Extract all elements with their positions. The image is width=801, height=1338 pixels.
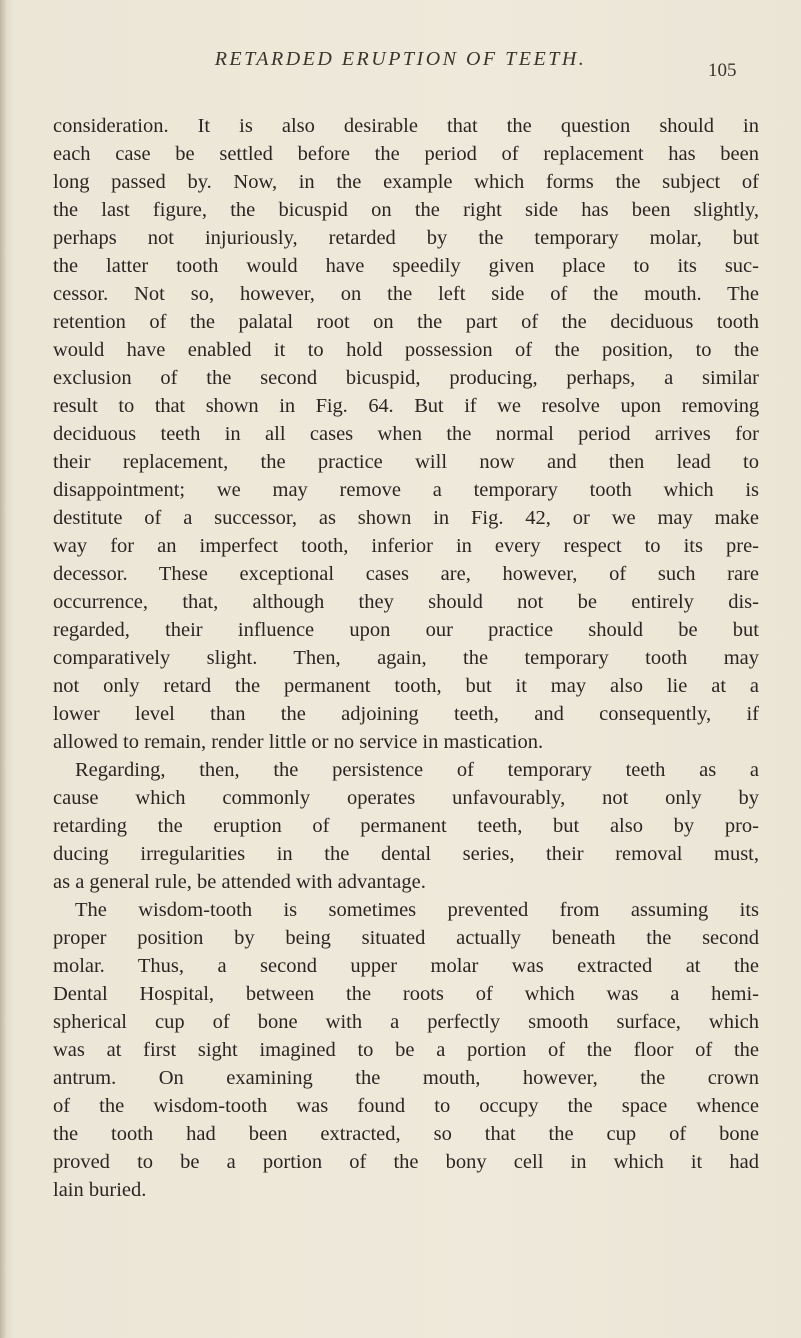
running-head: RETARDED ERUPTION OF TEETH.	[214, 48, 587, 70]
text-line: would have enabled it to hold possession of the position, to the	[53, 339, 759, 361]
text-line: consideration. It is also desirable that the question should in	[53, 115, 759, 137]
text-line: the latter tooth would have speedily given place to its suc-	[53, 255, 759, 277]
text-line: cause which commonly operates unfavourably, not only by	[53, 787, 759, 809]
text-line: retarding the eruption of permanent teeth, but also by pro-	[53, 815, 759, 837]
body-text	[53, 112, 759, 1204]
text-line: comparatively slight. Then, again, the temporary tooth may	[53, 647, 759, 669]
text-line: as a general rule, be attended with advantage.	[53, 871, 426, 893]
text-line: exclusion of the second bicuspid, producing, perhaps, a similar	[53, 367, 759, 389]
text-line: retention of the palatal root on the part of the deciduous tooth	[53, 311, 759, 333]
text-line: occurrence, that, although they should not be entirely dis-	[53, 591, 759, 613]
text-line: lain buried.	[53, 1179, 147, 1201]
text-line: antrum. On examining the mouth, however, the crown	[53, 1067, 759, 1089]
text-line: the tooth had been extracted, so that the cup of bone	[53, 1123, 759, 1145]
text-line: allowed to remain, render little or no service in mastication.	[53, 731, 544, 753]
text-line: destitute of a successor, as shown in Fig. 42, or we may make	[53, 507, 759, 529]
page-spine-edge	[0, 0, 6, 1338]
text-line: cessor. Not so, however, on the left side of the mouth. The	[53, 283, 759, 305]
text-line: regarded, their influence upon our practice should be but	[53, 619, 759, 641]
text-line: deciduous teeth in all cases when the normal period arrives for	[53, 423, 759, 445]
text-line: molar. Thus, a second upper molar was extracted at the	[53, 955, 759, 977]
text-line: perhaps not injuriously, retarded by the temporary molar, but	[53, 227, 759, 249]
text-line: The wisdom-tooth is sometimes prevented from assuming its	[75, 899, 759, 921]
text-line: proper position by being situated actually beneath the second	[53, 927, 759, 949]
text-line: long passed by. Now, in the example which forms the subject of	[53, 171, 759, 193]
text-line: proved to be a portion of the bony cell in which it had	[53, 1151, 759, 1173]
text-line: Dental Hospital, between the roots of which was a hemi-	[53, 983, 759, 1005]
text-line: result to that shown in Fig. 64. But if we resolve upon removing	[53, 395, 759, 417]
text-line: each case be settled before the period of replacement has been	[53, 143, 759, 165]
text-line: spherical cup of bone with a perfectly smooth surface, which	[53, 1011, 759, 1033]
text-line: way for an imperfect tooth, inferior in every respect to its pre-	[53, 535, 759, 557]
text-line: ducing irregularities in the dental series, their removal must,	[53, 843, 759, 865]
text-line: not only retard the permanent tooth, but it may also lie at a	[53, 675, 759, 697]
text-line: lower level than the adjoining teeth, and consequently, if	[53, 703, 759, 725]
text-line: disappointment; we may remove a temporary tooth which is	[53, 479, 759, 501]
page-number: 105	[708, 60, 737, 81]
text-line: their replacement, the practice will now and then lead to	[53, 451, 759, 473]
text-line: decessor. These exceptional cases are, however, of such rare	[53, 563, 759, 585]
text-line: Regarding, then, the persistence of temporary teeth as a	[75, 759, 759, 781]
text-line: was at first sight imagined to be a portion of the floor of the	[53, 1039, 759, 1061]
text-line: the last figure, the bicuspid on the right side has been slightly,	[53, 199, 759, 221]
text-line: of the wisdom-tooth was found to occupy the space whence	[53, 1095, 759, 1117]
